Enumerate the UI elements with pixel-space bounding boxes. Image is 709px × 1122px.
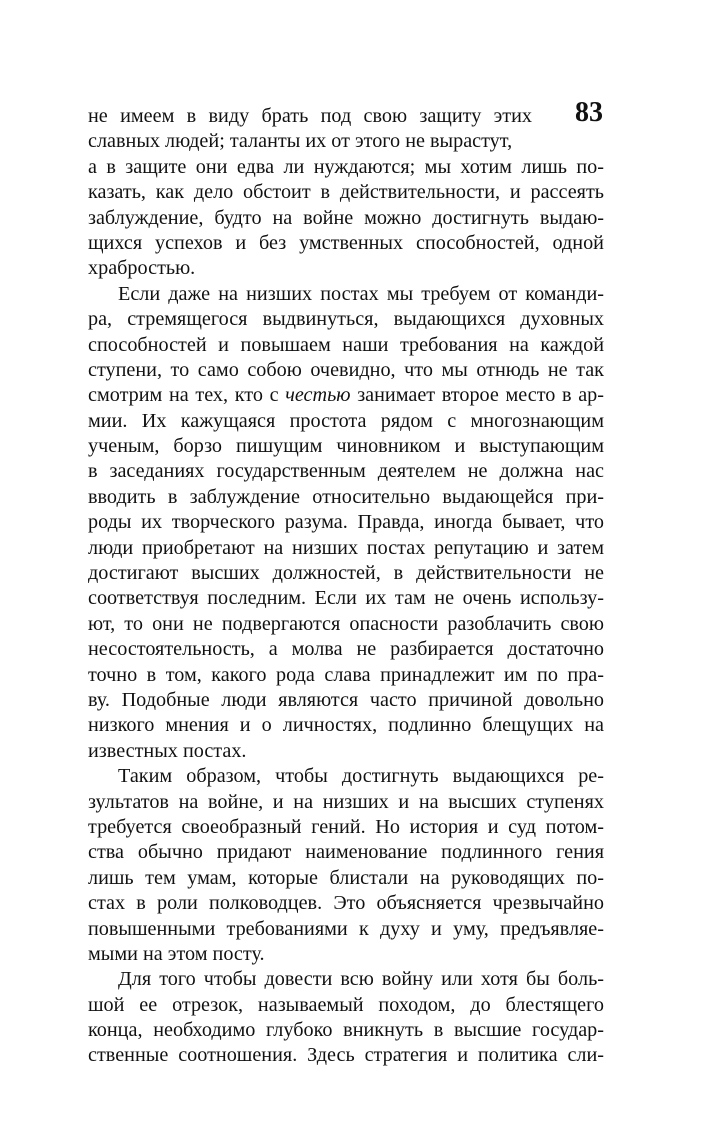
text-line: роды их творческого разума. Правда, иногда бывает, что	[88, 511, 604, 534]
text-line: заблуждение, будто на войне можно достигнуть выдаю-	[88, 206, 604, 229]
text-line: шой ее отрезок, называемый походом, до блестящего	[88, 993, 604, 1016]
text-line: низкого мнения и о личностях, подлинно блещущих на	[88, 714, 604, 737]
text-line: в заседаниях государственным деятелем не должна нас	[88, 460, 604, 483]
text-line: требуется своеобразный гений. Но история и суд потом-	[88, 815, 604, 838]
text-line: ступени, то само собою очевидно, что мы отнюдь не так	[88, 358, 604, 381]
text-line: Для того чтобы довести всю войну или хотя бы боль-	[118, 968, 604, 991]
text-line: повышенными требованиями к духу и уму, предъявляе-	[88, 917, 604, 940]
text-line: лишь тем умам, которые блистали на руководящих по-	[88, 866, 604, 889]
text-line: ученым, борзо пишущим чиновником и выступающим	[88, 435, 604, 458]
paragraph-3	[88, 764, 604, 967]
text-line: ства обычно придают наименование подлинного гения	[88, 841, 604, 864]
page-number: 83	[575, 97, 603, 128]
text-fragment: занимает второе место в ар-	[357, 384, 604, 407]
text-line: ву. Подобные люди являются часто причиной довольно	[88, 688, 604, 711]
text-line: зультатов на войне, и на низших и на высших ступенях	[88, 790, 604, 813]
paragraph-1	[88, 104, 604, 282]
text-line: ственные соотношения. Здесь стратегия и политика сли-	[88, 1044, 604, 1067]
text-line: славных людей; таланты их от этого не вырастут,	[88, 130, 513, 153]
paragraph-4	[88, 967, 604, 1069]
text-line: достигают высших должностей, в действительности не	[88, 562, 604, 585]
text-line: храбростью.	[88, 257, 196, 280]
text-line: соответствуя последним. Если их там не очень использу-	[88, 587, 604, 610]
text-line: щихся успехов и без умственных способностей, одной	[88, 231, 604, 254]
text-line: а в защите они едва ли нуждаются; мы хотим лишь по-	[88, 155, 604, 178]
text-line: люди приобретают на низших постах репутацию и затем	[88, 536, 604, 559]
text-line: вводить в заблуждение относительно выдающейся при-	[88, 485, 604, 508]
text-line: конца, необходимо глубоко вникнуть в высшие государ-	[88, 1019, 604, 1042]
text-line: известных постах.	[88, 739, 247, 762]
text-line: стах в роли полководцев. Это объясняется чрезвычайно	[88, 892, 604, 915]
text-line: способностей и повышаем наши требования на каждой	[88, 333, 604, 356]
emphasized-word: честью	[285, 384, 351, 407]
text-line: не имеем в виду брать под свою защиту этих	[88, 105, 532, 127]
page-body-text	[88, 104, 604, 1069]
text-line: несостоятельность, а молва не разбирается достаточно	[88, 638, 604, 661]
text-fragment: смотрим на тех, кто с	[88, 384, 279, 407]
paragraph-2	[88, 282, 604, 764]
text-line: точно в том, какого рода слава принадлежит им по пра-	[88, 663, 604, 686]
text-line: Таким образом, чтобы достигнуть выдающихся ре-	[118, 765, 604, 788]
text-line: ют, то они не подвергаются опасности разоблачить свою	[88, 612, 604, 635]
text-line-with-emphasis	[88, 383, 604, 408]
text-line: ра, стремящегося выдвинуться, выдающихся духовных	[88, 308, 604, 331]
text-line: мии. Их кажущаяся простота рядом с многознающим	[88, 409, 604, 432]
text-line: Если даже на низших постах мы требуем от команди-	[118, 282, 604, 305]
text-line: мыми на этом посту.	[88, 942, 265, 965]
text-line: казать, как дело обстоит в действительности, и рассеять	[88, 181, 604, 204]
